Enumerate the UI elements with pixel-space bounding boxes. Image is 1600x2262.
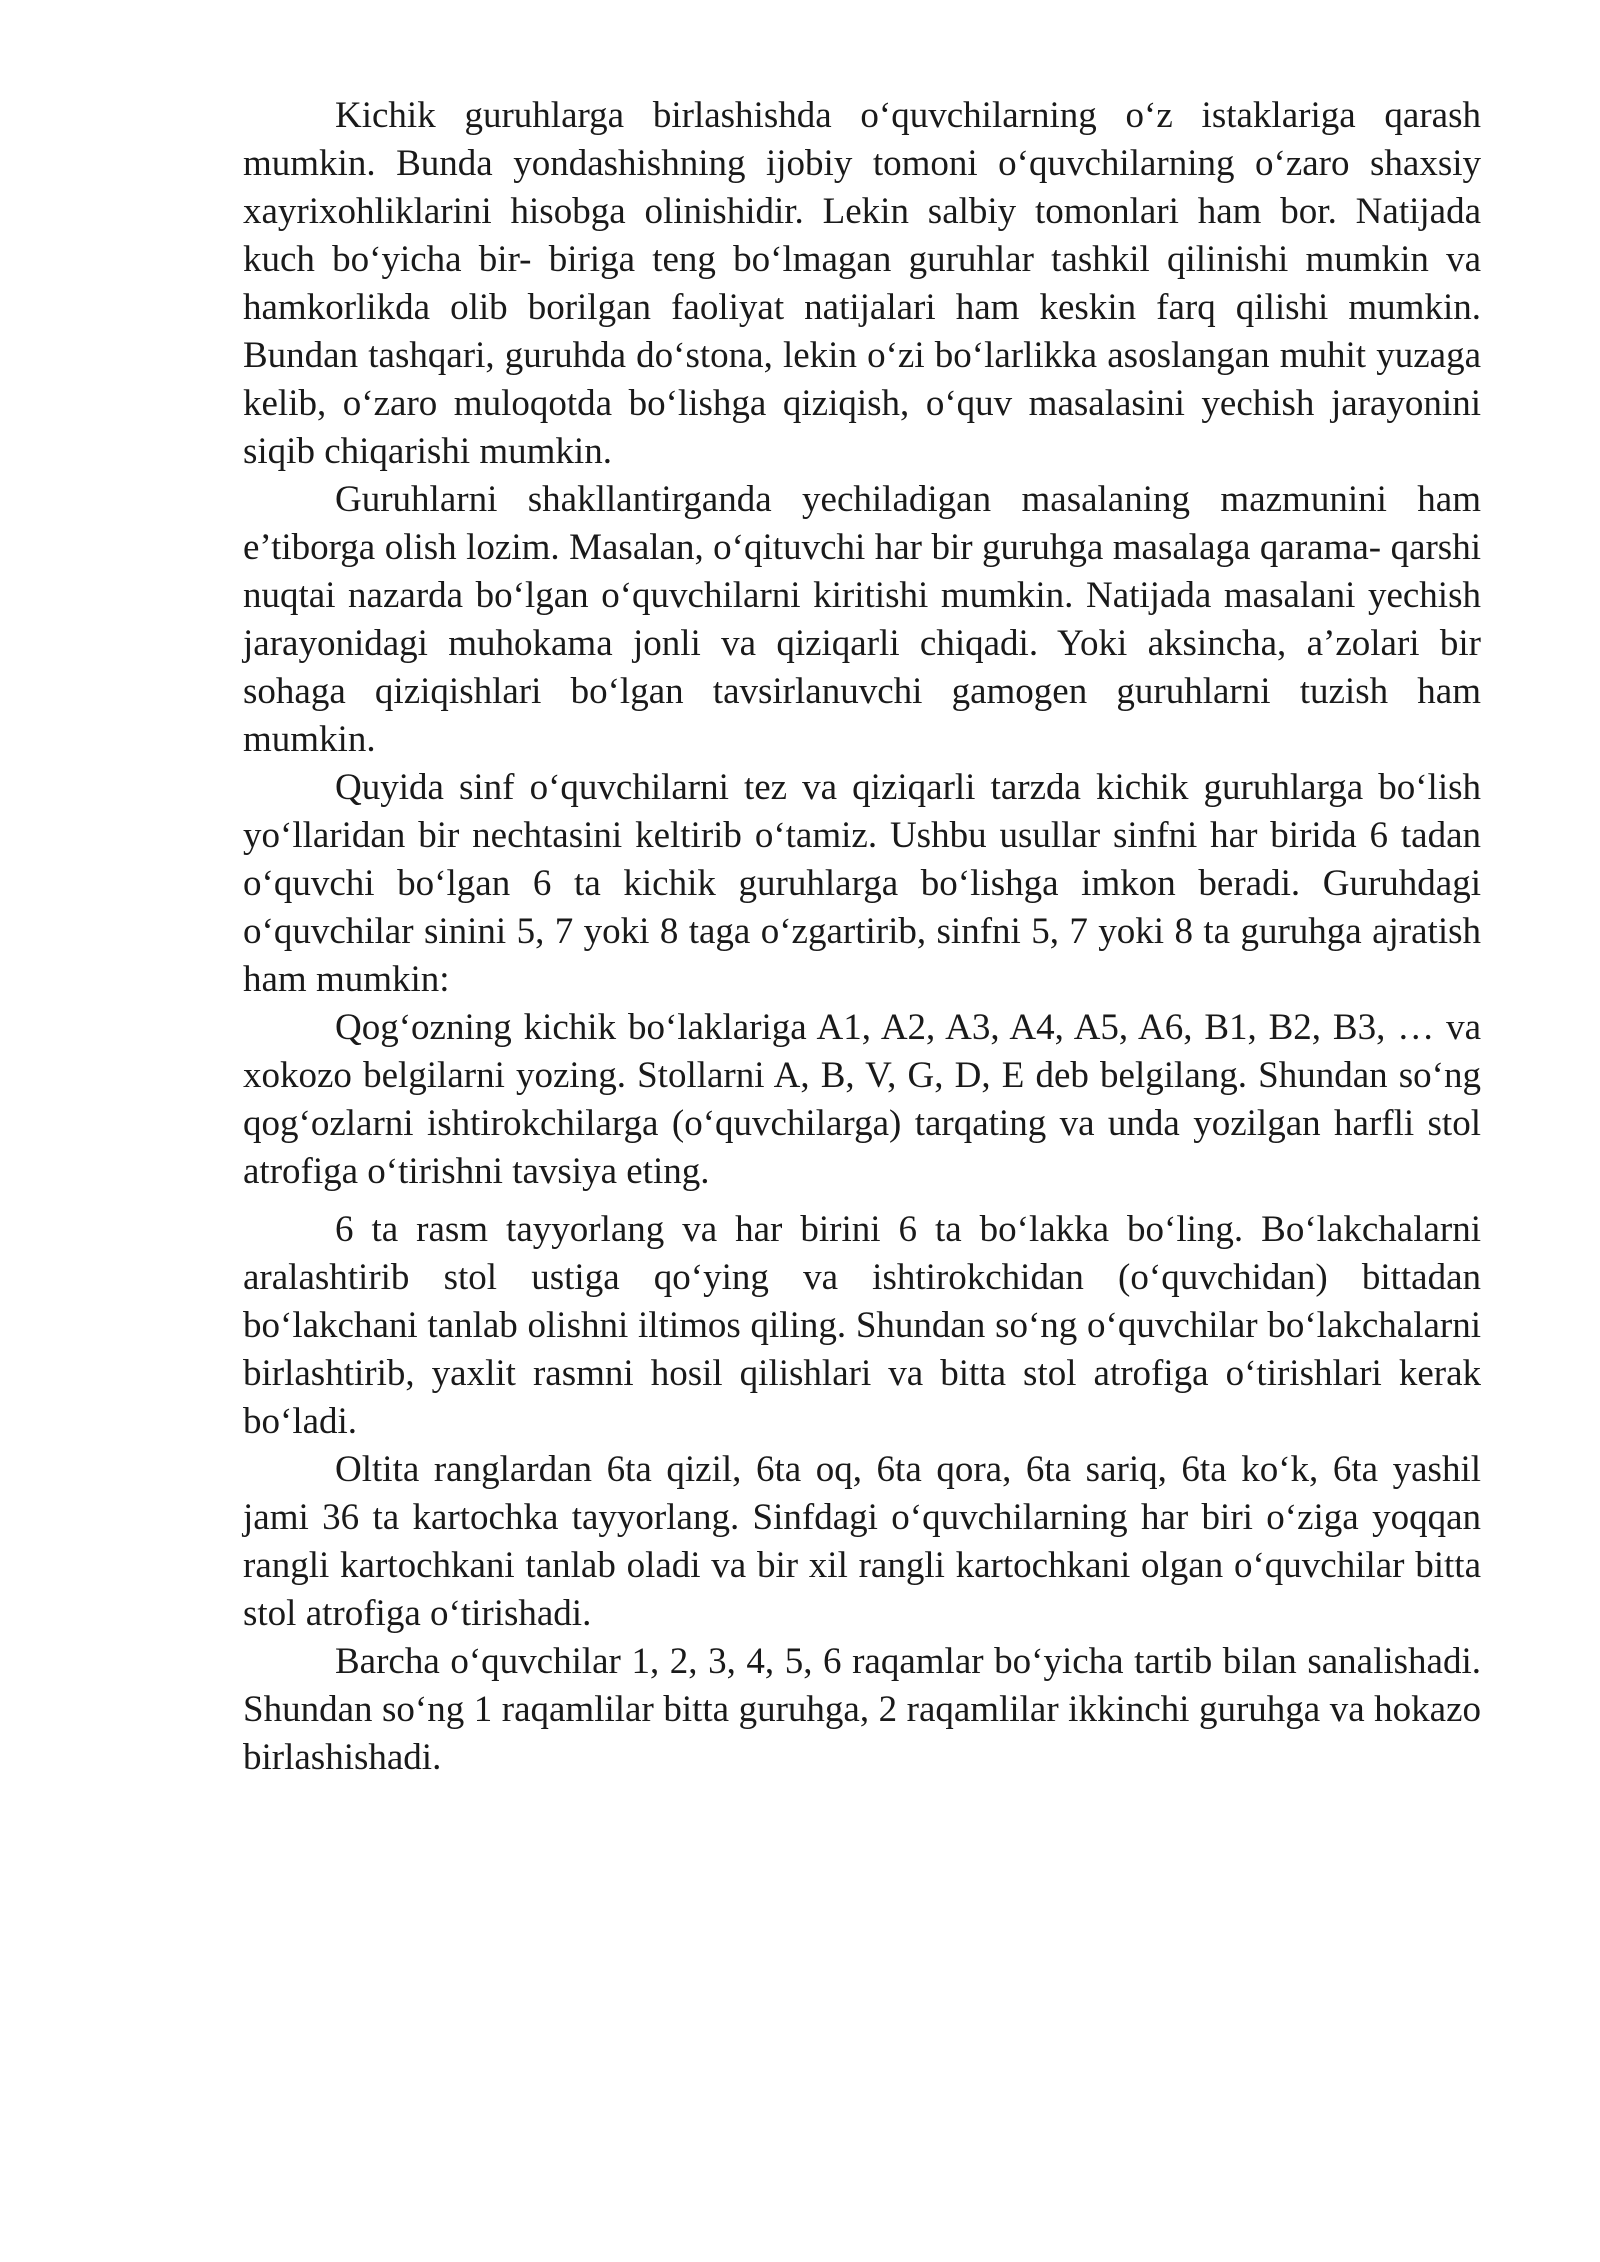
paragraph-paper-labels-method: Qog‘ozning kichik bo‘laklariga A1, A2, A3, A4, A5, A6, B1, B2, B3, … va xokozo belgilarni yozing. Stollarni A, B, V, G, D, E deb belgilang. Shundan so‘ng qog‘ozlarni ishtirokchilarga (o‘quvchilarga) tarqating va unda yozilgan harfli stol atrofiga o‘tirishni tavsiya eting. <box>243 1007 1481 1192</box>
document-page <box>243 92 1481 1782</box>
paragraph-grouping-methods: Quyida sinf o‘quvchilarni tez va qiziqarli tarzda kichik guruhlarga bo‘lish yo‘llaridan bir nechtasini keltirib o‘tamiz. Ushbu usullar sinfni har birida 6 tadan o‘quvchi bo‘lgan 6 ta kichik guruhlarga bo‘lishga imkon beradi. Guruhdagi o‘quvchilar sinini 5, 7 yoki 8 taga o‘zgartirib, sinfni 5, 7 yoki 8 ta guruhga ajratish ham mumkin: <box>243 767 1481 1000</box>
paragraph-group-preferences: Kichik guruhlarga birlashishda o‘quvchilarning o‘z istaklariga qarash mumkin. Bunda yondashishning ijobiy tomoni o‘quvchilarning o‘zaro shaxsiy xayrixohliklarini hisobga olinishidir. Lekin salbiy tomonlari ham bor. Natijada kuch bo‘yicha bir- biriga teng bo‘lmagan guruhlar tashkil qilinishi mumkin va hamkorlikda olib borilgan faoliyat natijalari ham keskin farq qilishi mumkin. Bundan tashqari, guruhda do‘stona, lekin o‘zi bo‘larlikka asoslangan muhit yuzaga kelib, o‘zaro muloqotda bo‘lishga qiziqish, o‘quv masalasini yechish jarayonini siqib chiqarishi mumkin. <box>243 95 1481 472</box>
paragraph-picture-pieces-method: 6 ta rasm tayyorlang va har birini 6 ta bo‘lakka bo‘ling. Bo‘lakchalarni aralashtirib stol ustiga qo‘ying va ishtirokchidan (o‘quvchidan) bittadan bo‘lakchani tanlab olishni iltimos qiling. Shundan so‘ng o‘quvchilar bo‘lakchalarni birlashtirib, yaxlit rasmni hosil qilishlari va bitta stol atrofiga o‘tirishlari kerak bo‘ladi. <box>243 1209 1481 1442</box>
paragraph-color-cards-method: Oltita ranglardan 6ta qizil, 6ta oq, 6ta qora, 6ta sariq, 6ta ko‘k, 6ta yashil jami 36 ta kartochka tayyorlang. Sinfdagi o‘quvchilarning har biri o‘ziga yoqqan rangli kartochkani tanlab oladi va bir xil rangli kartochkani olgan o‘quvchilar bitta stol atrofiga o‘tirishadi. <box>243 1449 1481 1634</box>
paragraph-task-content: Guruhlarni shakllantirganda yechiladigan masalaning mazmunini ham e’tiborga olish lozim. Masalan, o‘qituvchi har bir guruhga masalaga qarama- qarshi nuqtai nazarda bo‘lgan o‘quvchilarni kiritishi mumkin. Natijada masalani yechish jarayonidagi muhokama jonli va qiziqarli chiqadi. Yoki aksincha, a’zolari bir sohaga qiziqishlari bo‘lgan tavsirlanuvchi gamogen guruhlarni tuzish ham mumkin. <box>243 479 1481 760</box>
paragraph-number-count-method: Barcha o‘quvchilar 1, 2, 3, 4, 5, 6 raqamlar bo‘yicha tartib bilan sanalishadi. Shundan so‘ng 1 raqamlilar bitta guruhga, 2 raqamlilar ikkinchi guruhga va hokazo birlashishadi. <box>243 1641 1481 1778</box>
